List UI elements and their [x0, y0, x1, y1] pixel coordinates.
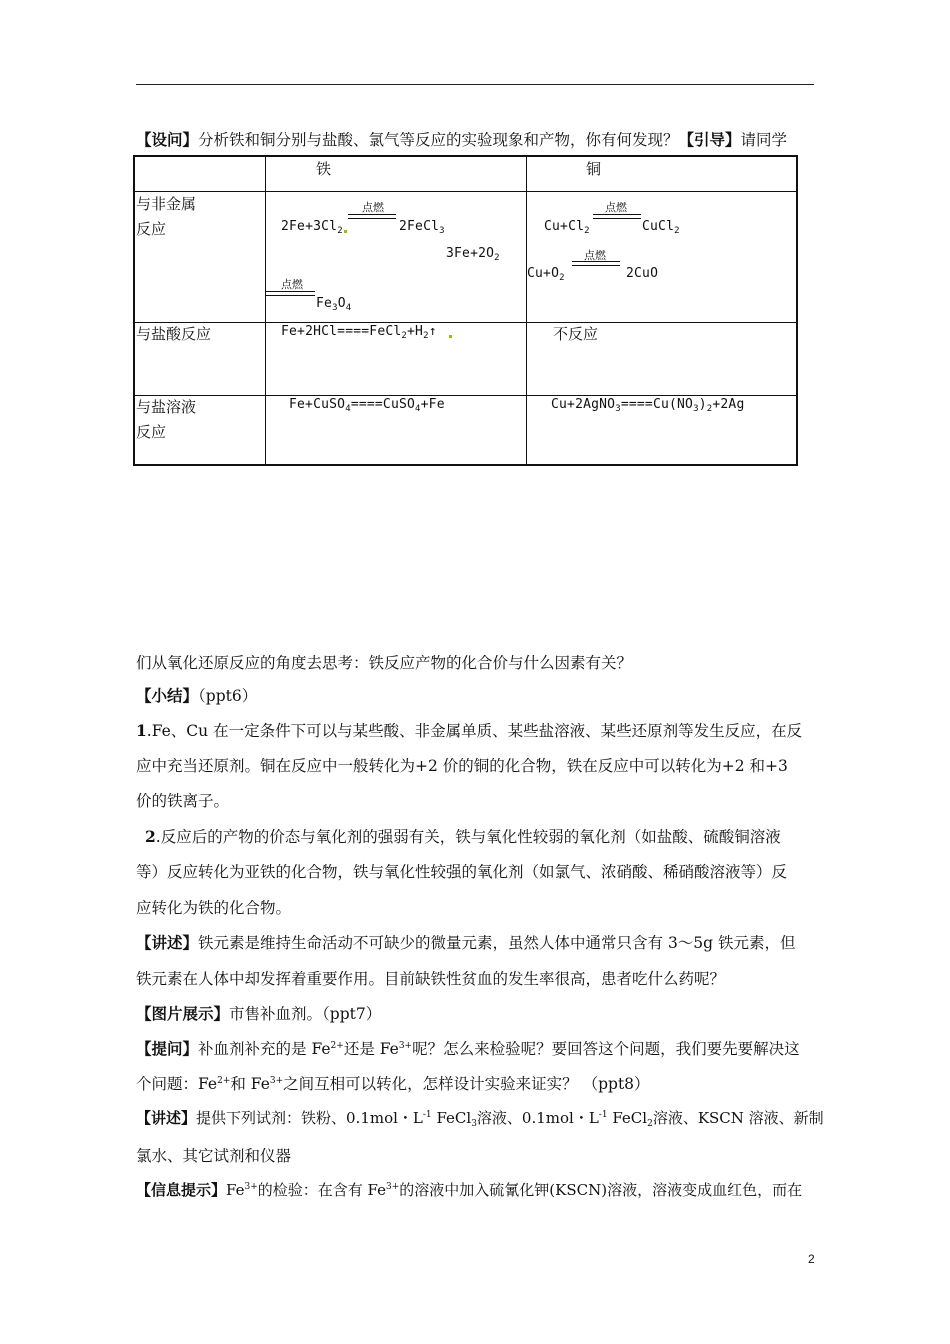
summary-point-1: 1.Fe、Cu 在一定条件下可以与某些酸、非金属单质、某些盐溶液、某些还原剂等发生反应，在反: [136, 721, 803, 740]
row-nonmetal-label-2: 反应: [136, 220, 167, 238]
table-vline: [265, 157, 266, 464]
table-hline: [135, 191, 796, 192]
paragraph-line: 应中充当还原剂。铜在反应中一般转化为+2 价的铜的化合物，铁在反应中可以转化为+2 和+3: [136, 757, 788, 775]
paragraph-line: 等）反应转化为亚铁的化合物，铁与氧化性较强的氧化剂（如氯气、浓硝酸、稀硝酸溶液等）反: [136, 863, 788, 881]
fe-cl2-product: 2FeCl$_3$: [399, 219, 445, 236]
tag-question: 【设问】: [136, 130, 199, 149]
row-salt-label-2: 反应: [136, 423, 167, 441]
mark-dot: [449, 335, 452, 338]
picture-show: 【图片展示】市售补血剂。（ppt7）: [136, 1004, 382, 1023]
tag-guide: 【引导】: [678, 130, 741, 149]
cu-cl2-product: CuCl$_2$: [642, 219, 680, 236]
cu-o2-product: 2CuO: [626, 266, 659, 281]
row-salt-label: 与盐溶液: [136, 398, 197, 416]
row-hcl-label: 与盐酸反应: [136, 325, 212, 343]
equals-bar: [265, 291, 315, 296]
lecture-2: 【讲述】提供下列试剂：铁粉、0.1mol・$L^{-1}$ FeCl$_3$溶液、0.1mol・$L^{-1}$ FeCl$_2$溶液、KSCN 溶液、新制: [136, 1109, 824, 1129]
table-hline: [135, 395, 796, 396]
tag-summary: 【小结】: [136, 686, 199, 705]
header-copper: 铜: [586, 160, 602, 178]
fe-cuso4-equation: Fe+CuSO$_4$====CuSO$_4$+Fe: [289, 397, 445, 414]
fe-hcl-equation: $Fe+2HCl====FeCl_2+H_2↑$: [281, 324, 437, 341]
row-nonmetal-label: 与非金属: [136, 195, 197, 213]
cu-o2-reactants: $Cu+O_2$: [527, 266, 565, 283]
cu-cl2-reactants: $Cu+Cl_2$: [544, 219, 590, 236]
condition-ignite: 点燃: [281, 278, 303, 291]
summary-ref: （ppt6）: [198, 687, 258, 705]
info-hint: 【信息提示】$Fe^{3+}$的检验：在含有 $Fe^{3+}$的溶液中加入硫氰化钾(KSCN)溶液，溶液变成血红色，而在: [136, 1181, 803, 1199]
intro-question-line: [136, 128, 787, 150]
condition-ignite: 点燃: [584, 249, 606, 262]
paragraph-line: 们从氧化还原反应的角度去思考：铁反应产物的化合价与什么因素有关？: [136, 654, 633, 672]
question-paragraph: 【提问】补血剂补充的是 $Fe^{2+}$还是 $Fe^{3+}$呢？怎么来检验呢？要回答这个问题，我们要先要解决这: [136, 1039, 800, 1058]
equals-bar: [593, 214, 641, 219]
cu-agno3-equation: $Cu+2AgNO_3====Cu(NO_3)_2+2Ag$: [551, 397, 745, 414]
fe-cu-reaction-table: [133, 155, 798, 466]
equals-bar: [348, 214, 396, 219]
header-iron: 铁: [316, 160, 332, 178]
condition-ignite: 点燃: [362, 201, 384, 214]
page-number: 2: [808, 1252, 815, 1266]
condition-ignite: 点燃: [605, 201, 627, 214]
intro-guide-text: 请同学: [740, 131, 788, 149]
fe-o2-reactants: $3Fe+2O_2$: [446, 246, 500, 263]
table-hline: [135, 322, 796, 323]
intro-question-text: 分析铁和铜分别与盐酸、氯气等反应的实验现象和产物，你有何发现？: [198, 131, 679, 149]
paragraph-line: 应转化为铁的化合物。: [136, 899, 292, 917]
paragraph-line: 价的铁离子。: [136, 792, 230, 810]
fe-cl2-reactants: $2Fe+3Cl_2$: [281, 219, 343, 236]
paragraph-line: 铁元素在人体中却发挥着重要作用。目前缺铁性贫血的发生率很高，患者吃什么药呢？: [136, 970, 726, 988]
paragraph-line: 个问题：$Fe^{2+}$和 $Fe^{3+}$之间互相可以转化，怎样设计实验来证实？ （ppt8）: [136, 1075, 650, 1093]
summary-heading: [136, 684, 257, 706]
paragraph-line: 氯水、其它试剂和仪器: [136, 1147, 292, 1165]
header-rule: [136, 84, 814, 85]
equals-bar: [572, 261, 620, 266]
cu-hcl-no-reaction: 不反应: [553, 325, 599, 343]
summary-point-2: 2.反应后的产物的价态与氧化剂的强弱有关，铁与氧化性较弱的氧化剂（如盐酸、硫酸铜溶液: [145, 827, 781, 846]
table-vline: [526, 157, 527, 464]
lecture-1: 【讲述】铁元素是维持生命活动不可缺少的微量元素，虽然人体中通常只含有 3～5g 铁元素，但: [136, 933, 796, 952]
mark-dot: [344, 230, 347, 233]
fe-o2-product: $Fe_3O_4$: [316, 296, 352, 313]
